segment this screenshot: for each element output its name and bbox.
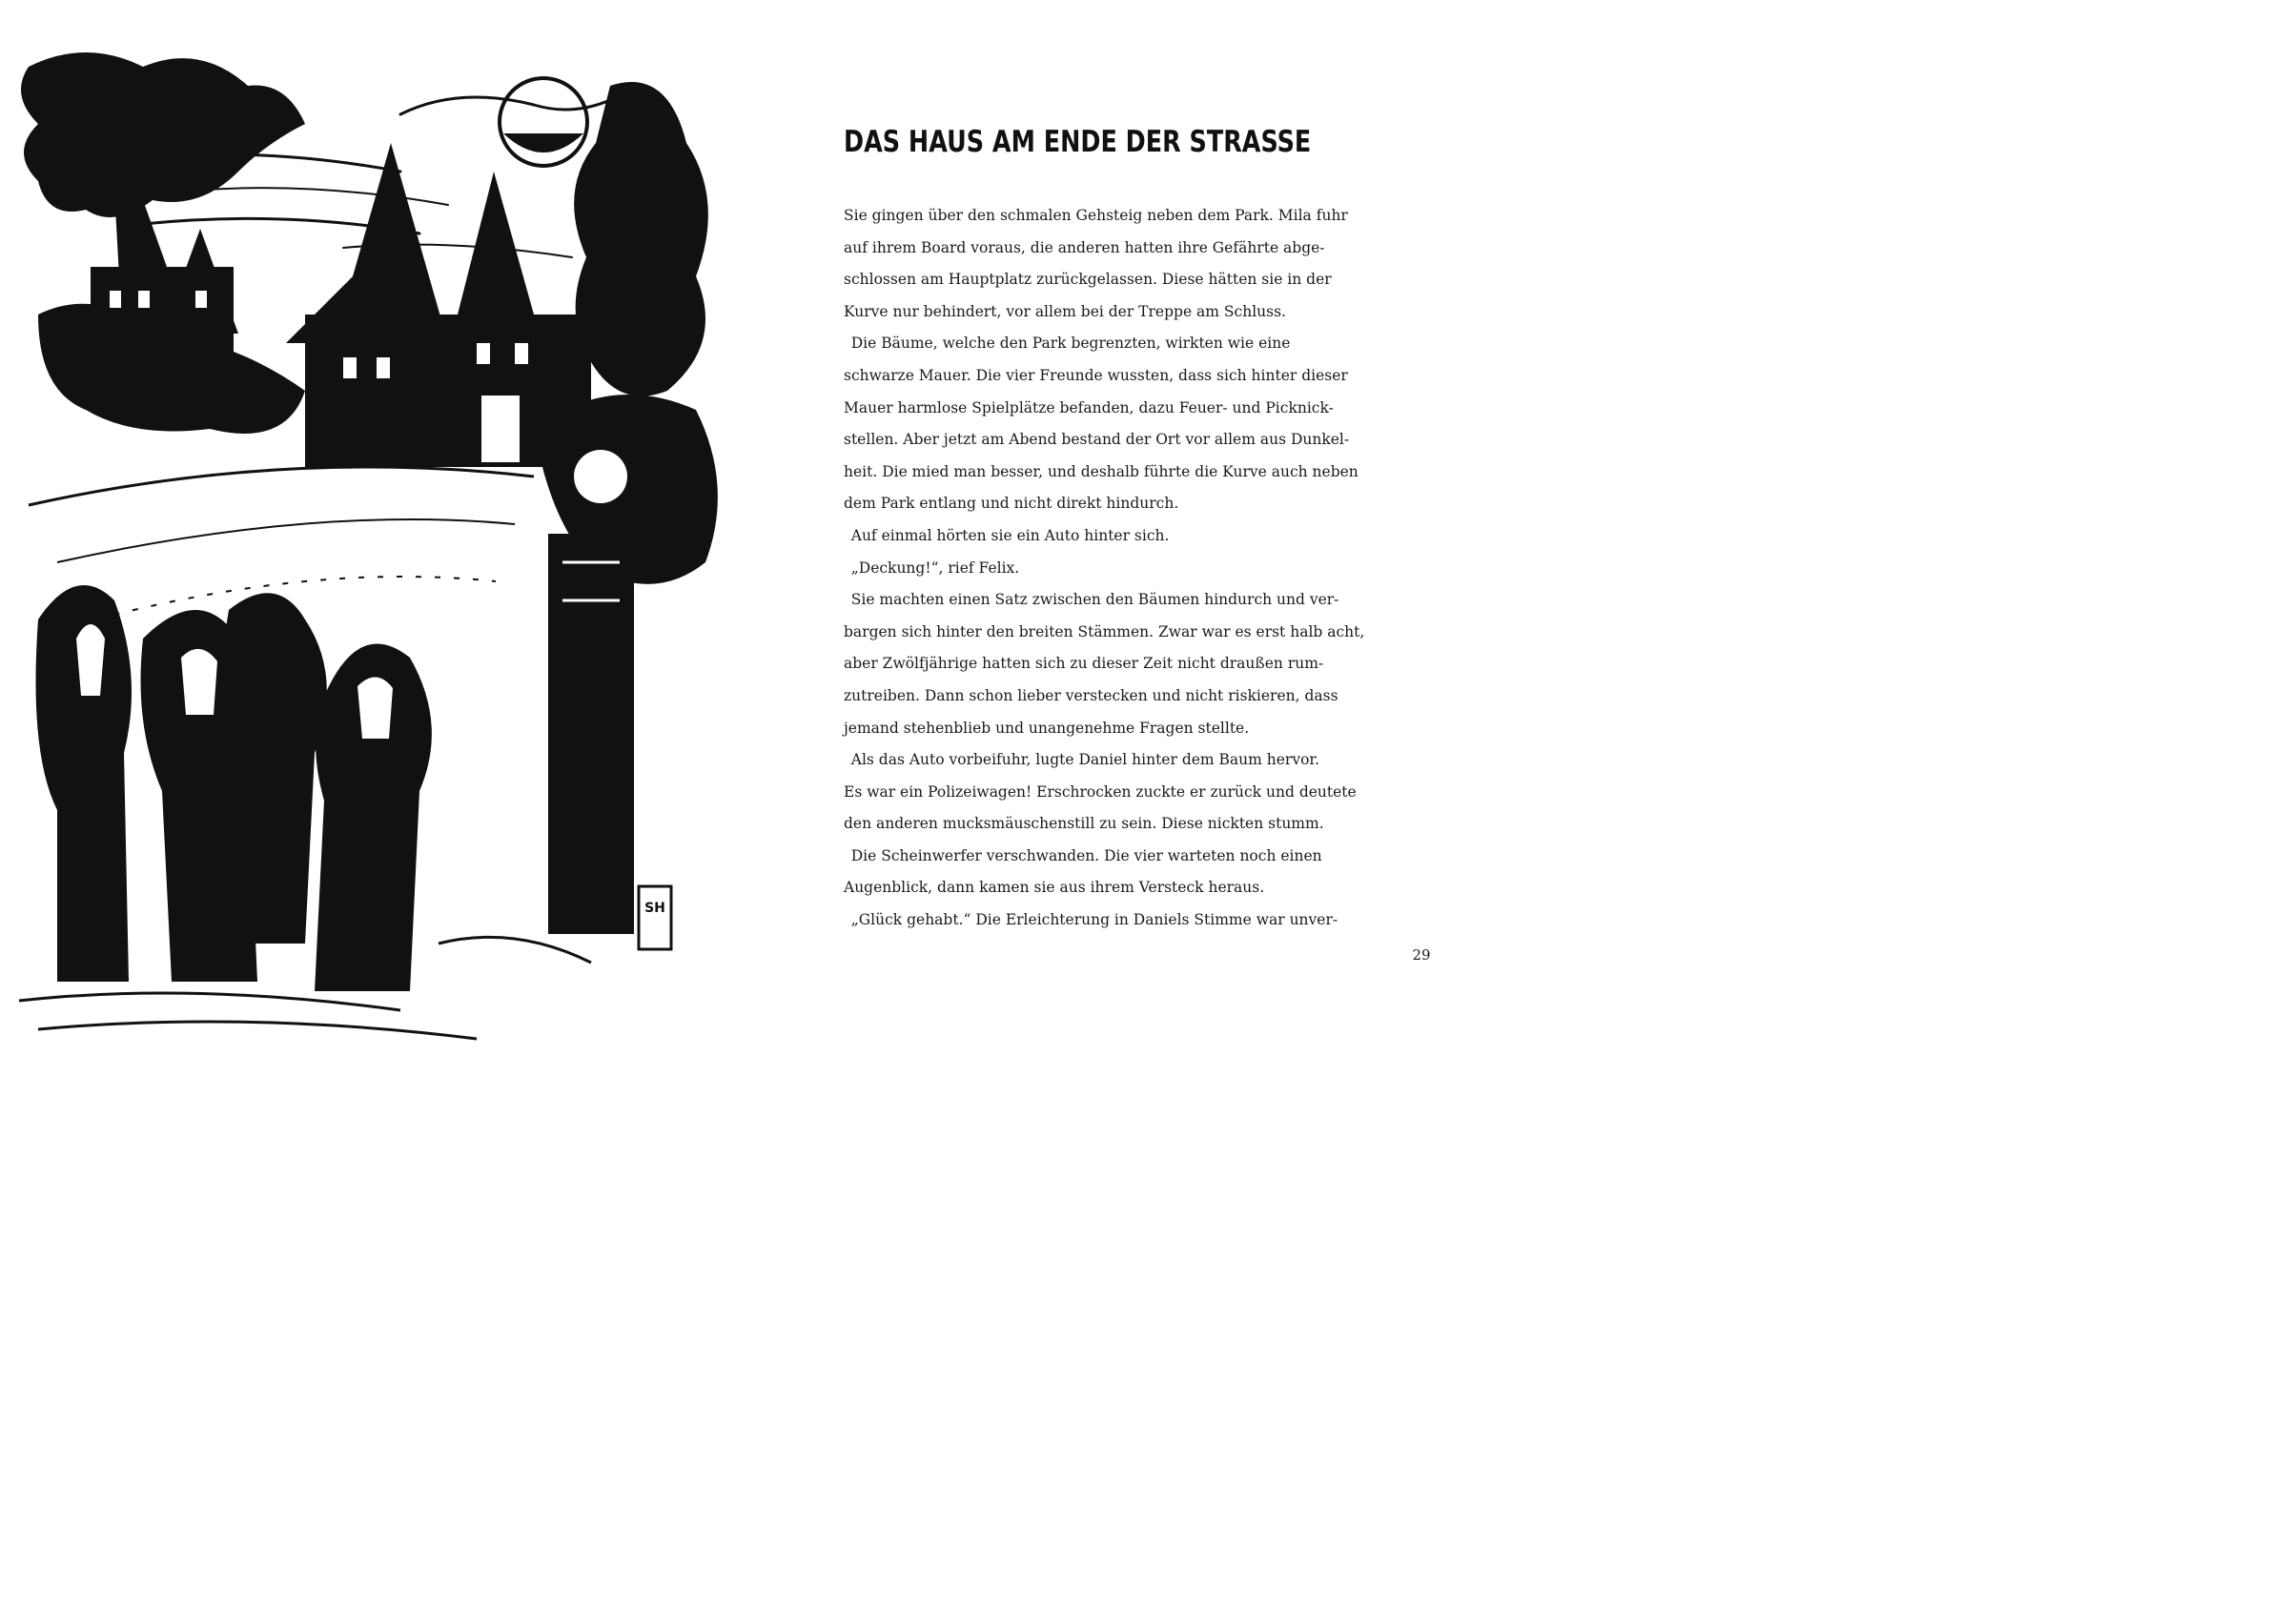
text-line: Auf einmal hörten sie ein Auto hinter sich. [844,526,1170,544]
book-spread [0,0,1495,1061]
text-line: Sie gingen über den schmalen Gehsteig neben dem Park. Mila fuhr [844,207,1348,224]
road [29,467,534,505]
chapter-title: DAS HAUS AM ENDE DER STRASSE [844,125,1312,159]
left-tree [21,52,305,217]
text-line: Mauer harmlose Spielplätze befanden, dazu Feuer- und Picknick- [844,398,1334,416]
text-line: bargen sich hinter den breiten Stämmen. Zwar war es erst halb acht, [844,622,1365,640]
text-line: Als das Auto vorbeifuhr, lugte Daniel hinter dem Baum hervor. [844,751,1320,769]
text-line: schlossen am Hauptplatz zurückgelassen. Diese hätten sie in der [844,271,1332,289]
text-page [844,119,1416,1034]
chapter-illustration [0,29,753,1053]
body-text [844,200,1416,937]
text-line: Die Scheinwerfer verschwanden. Die vier warteten noch einen [844,846,1322,864]
text-line: jemand stehenblieb und unangenehme Fragen stellte. [844,719,1250,737]
text-line: stellen. Aber jetzt am Abend bestand der Ort vor allem aus Dunkel- [844,431,1350,449]
right-tree [574,82,708,396]
ink-illustration-icon [0,29,753,1053]
text-line: schwarze Mauer. Die vier Freunde wussten, dass sich hinter dieser [844,366,1348,384]
text-line: aber Zwölfjährige hatten sich zu dieser Zeit nicht draußen rum- [844,655,1324,673]
text-line: „Deckung!“, rief Felix. [844,558,1020,577]
text-line: den anderen mucksmäuschenstill zu sein. Diese nickten stumm. [844,815,1324,833]
text-line: dem Park entlang und nicht direkt hindurch. [844,495,1179,513]
text-line: Sie machten einen Satz zwischen den Bäumen hindurch und ver- [844,591,1339,609]
text-line: Es war ein Polizeiwagen! Erschrocken zuckte er zurück und deutete [844,782,1357,801]
text-line: „Glück gehabt.“ Die Erleichterung in Daniels Stimme war unver- [844,911,1338,929]
text-line: Kurve nur behindert, vor allem bei der Treppe am Schluss. [844,302,1286,320]
text-line: zutreiben. Dann schon lieber verstecken und nicht riskieren, dass [844,686,1338,704]
text-line: Augenblick, dann kamen sie aus ihrem Versteck heraus. [844,879,1265,897]
text-line: Die Bäume, welche den Park begrenzten, wirkten wie eine [844,335,1291,353]
artist-signature: SH [644,901,665,916]
text-line: heit. Die mied man besser, und deshalb führte die Kurve auch neben [844,462,1358,480]
moon [500,78,587,166]
page-number: 29 [1412,946,1431,964]
text-line: auf ihrem Board voraus, die anderen hatten ihre Gefährte abge- [844,238,1325,256]
haunted-house [286,143,591,467]
